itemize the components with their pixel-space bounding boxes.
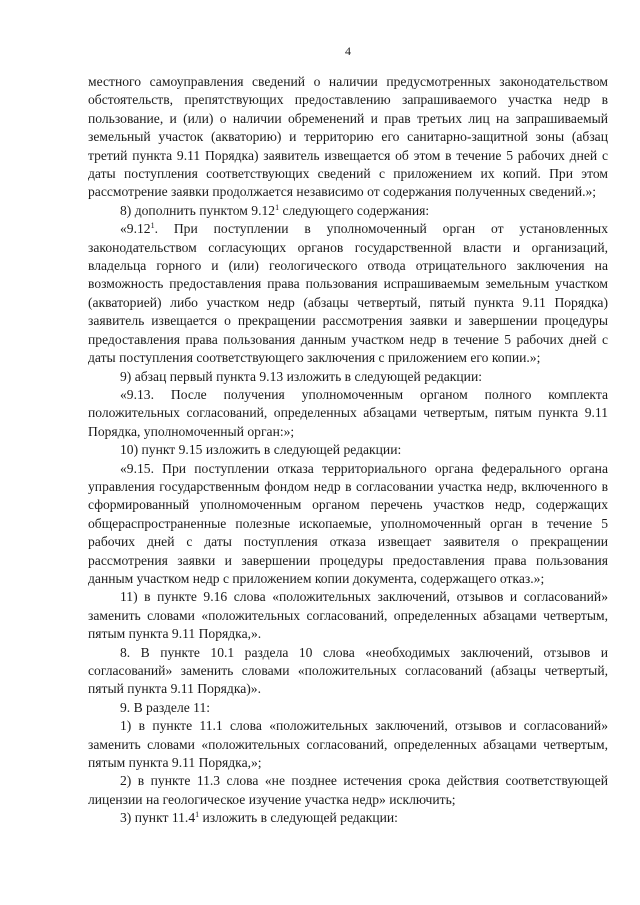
- page-number: 4: [345, 44, 351, 58]
- superscript: 1: [150, 221, 155, 231]
- paragraph: [88, 588, 608, 643]
- text-run: 1) в пункте 11.1 слова «положительных заключений, отзывов и согласований» заменить словами «положительных согласований, определенных абзацами четвертым, пятым пункта 9.11 Порядка,»;: [88, 718, 608, 771]
- text-run: следующего содержания:: [279, 202, 430, 218]
- paragraph: [88, 220, 608, 367]
- text-run: 9) абзац первый пункта 9.13 изложить в следующей редакции:: [120, 368, 483, 384]
- text-run: 3) пункт 11.4: [120, 810, 196, 826]
- text-run: 8) дополнить пунктом 9.12: [120, 202, 276, 218]
- text-run: . При поступлении в уполномоченный орган от установленных законодательством согласующих органов государственной власти и организаций, владельца горного и (или) геологического отвода отрицательного заключения на возможность предоставления права пользования испрашиваемым земельным участком (акваторией) либо участком недр (абзацы четвертый, пятый пункта 9.11 Порядка) заявитель извещается о прекращении рассмотрения заявки и завершении процедуры предоставления права пользования данным участком недр в течение 5 рабочих дней с даты поступления соответствующего заключения с приложением его копии.»;: [88, 221, 608, 366]
- text-run: «9.12: [120, 221, 151, 237]
- paragraph: [88, 772, 608, 809]
- paragraph: [88, 441, 608, 459]
- paragraph: [88, 73, 608, 202]
- text-run: «9.15. При поступлении отказа территориального органа федерального органа управления государственным фондом недр в согласовании участка недр, включенного в сформированный уполномоченным органом перечень участков недр, содержащих общераспространенные полезные ископаемые, уполномоченный орган в течение 5 рабочих дней с даты поступления отказа извещает заявителя о прекращении рассмотрения заявки и завершении процедуры предоставления права пользования данным участком недр с приложением копии документа, содержащего отказ.»;: [88, 460, 608, 586]
- paragraph: [88, 368, 608, 386]
- superscript: 1: [275, 202, 280, 212]
- paragraph: [88, 386, 608, 441]
- paragraph: [88, 699, 608, 717]
- paragraph: [88, 717, 608, 772]
- text-run: 10) пункт 9.15 изложить в следующей редакции:: [120, 442, 402, 458]
- paragraph: [88, 644, 608, 699]
- paragraph: [88, 809, 608, 827]
- text-run: местного самоуправления сведений о наличии предусмотренных законодательством обстоятельств, препятствующих предоставлению запрашиваемого участка недр в пользование, и (или) о наличии обременений и прав третьих лиц на запрашиваемый земельный участок (акваторию) и территорию его санитарно-защитной зоны (абзац третий пункта 9.11 Порядка) заявитель извещается об этом в течение 5 рабочих дней с даты поступления соответствующих сведений с приложением их копий. При этом рассмотрение заявки продолжается независимо от содержания полученных сведений.»;: [88, 74, 608, 200]
- document-body: [88, 73, 608, 828]
- superscript: 1: [195, 810, 200, 820]
- paragraph: [88, 460, 608, 589]
- text-run: 11) в пункте 9.16 слова «положительных заключений, отзывов и согласований» заменить словами «положительных согласований, определенных абзацами четвертым, пятым пункта 9.11 Порядка,».: [88, 589, 608, 642]
- text-run: «9.13. После получения уполномоченным органом полного комплекта положительных согласований, определенных абзацами четвертым, пятым пункта 9.11 Порядка, уполномоченный орган:»;: [88, 386, 608, 439]
- text-run: 8. В пункте 10.1 раздела 10 слова «необходимых заключений, отзывов и согласований» заменить словами «положительных согласований (абзацы четвертый, пятый пункта 9.11 Порядка)».: [88, 644, 608, 697]
- text-run: 2) в пункте 11.3 слова «не позднее истечения срока действия соответствующей лицензии на геологическое изучение участка недр» исключить;: [88, 773, 608, 807]
- text-run: изложить в следующей редакции:: [199, 810, 398, 826]
- paragraph: [88, 202, 608, 220]
- text-run: 9. В разделе 11:: [120, 699, 211, 715]
